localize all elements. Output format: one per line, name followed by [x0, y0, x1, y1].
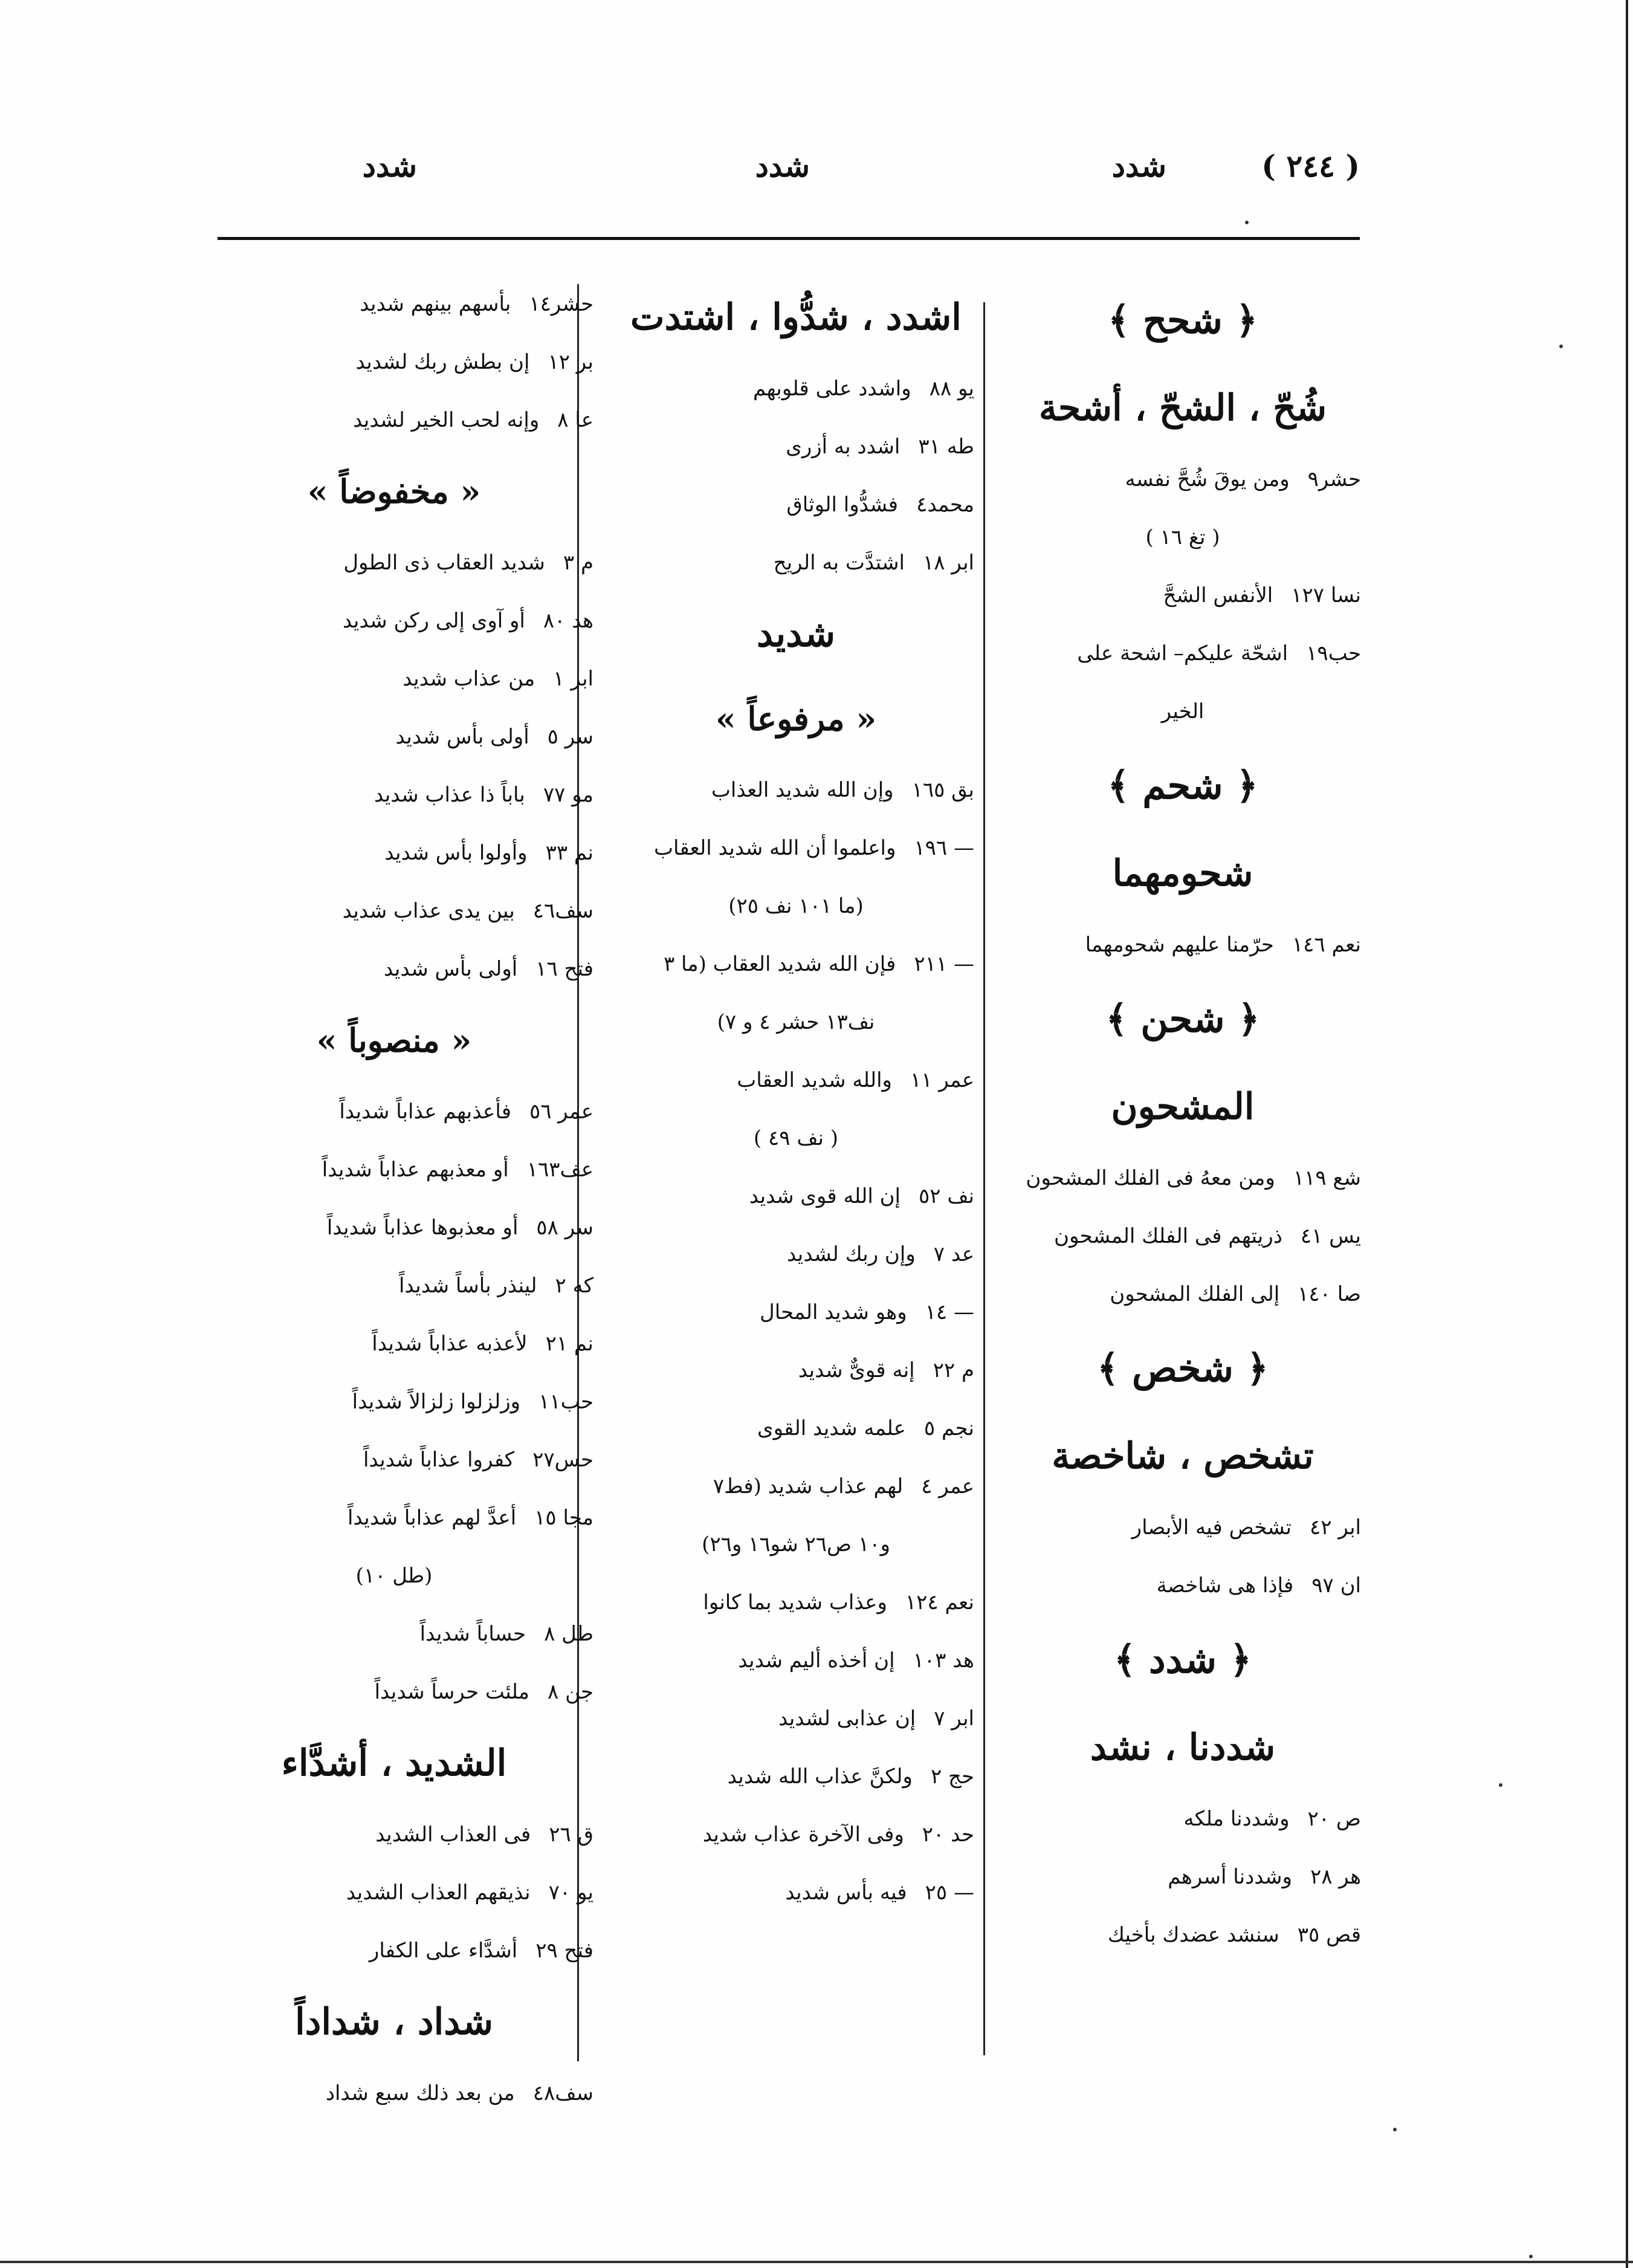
verse-reference: عف١٦٣ — [526, 1158, 593, 1182]
page-edge-right — [1626, 0, 1628, 2268]
verse-text: علمه شديد القوى — [757, 1416, 906, 1440]
verse-text: ملئت حرساً شديداً — [374, 1680, 530, 1704]
verse-text: أولى بأس شديد — [384, 957, 518, 981]
verse-reference: م ٣ — [563, 551, 593, 575]
verse-text: فإذا هى شاخصة — [1156, 1573, 1294, 1598]
verse-text: وعذاب شديد بما كانوا — [703, 1590, 887, 1615]
verse-text: سنشد عضدك بأخيك — [1107, 1923, 1279, 1947]
verse-reference: عد ٧ — [933, 1242, 974, 1266]
column-right — [1004, 275, 1361, 1964]
verse-text: باباً ذا عذاب شديد — [373, 783, 525, 807]
verse-reference: كه ٢ — [555, 1274, 593, 1298]
verse-text: واشدد على قلوبهم — [752, 377, 911, 401]
verse-text: بأسهم بينهم شديد — [360, 292, 511, 316]
index-entry — [195, 333, 593, 391]
word-heading: اشدد ، شدُّوا ، اشتدت — [630, 296, 962, 339]
verse-reference: عمر ٤ — [921, 1474, 974, 1498]
verse-reference: — ٢١١ — [914, 952, 974, 976]
verse-reference: بر ١٢ — [548, 350, 593, 374]
verse-text: لينذر بأساً شديداً — [398, 1274, 537, 1298]
index-entry — [618, 476, 974, 534]
verse-reference: فتح ٢٩ — [535, 1939, 593, 1963]
verse-reference: طه ٣١ — [918, 435, 974, 459]
verse-text: نذيقهم العذاب الشديد — [346, 1881, 531, 1905]
speck — [1245, 221, 1249, 224]
entry-continuation: الخير — [1161, 699, 1205, 724]
verse-reference: ابر ١٨ — [922, 551, 974, 575]
verse-text: وإن ربك لشديد — [786, 1242, 916, 1266]
verse-reference: هد ١٠٣ — [913, 1648, 974, 1673]
verse-reference: نعم ١٤٦ — [1292, 933, 1361, 957]
index-entry — [618, 761, 974, 819]
verse-text: وهو شديد المحال — [760, 1300, 907, 1324]
index-entry — [195, 275, 593, 333]
entry-continuation: (طل ١٠) — [355, 1564, 433, 1588]
index-entry — [1004, 1790, 1361, 1848]
index-entry — [618, 1051, 974, 1109]
index-entry — [195, 1257, 593, 1315]
index-entry — [1004, 1498, 1361, 1557]
verse-text: فأعذبهم عذاباً شديداً — [339, 1100, 511, 1124]
verse-text: حرّمنا عليهم شحومهما — [1085, 933, 1274, 957]
verse-reference: عمر ٥٦ — [529, 1100, 593, 1124]
running-head-middle: شدد — [755, 148, 810, 184]
verse-reference: ابر ٧ — [934, 1706, 974, 1731]
verse-reference: حد ٢٠ — [922, 1822, 974, 1847]
entry-continuation: و١٠ ص٢٦ شو١٦ و٢٦) — [702, 1532, 890, 1557]
index-entry — [195, 534, 593, 592]
verse-text: اشحّة عليكم– اشحة على — [1077, 641, 1289, 666]
case-subheading: « منصوباً » — [316, 1021, 472, 1060]
verse-reference: — ١٤ — [925, 1300, 974, 1324]
verse-text: وإنه لحب الخير لشديد — [352, 408, 540, 432]
index-entry — [195, 592, 593, 650]
word-heading: شديد — [757, 613, 835, 655]
verse-text: ومن يوقَ شُحَّ نفسه — [1125, 467, 1290, 491]
index-entry — [618, 1864, 974, 1922]
verse-text: اشتدَّت به الريح — [773, 551, 905, 575]
verse-reference: نعم ١٢٤ — [905, 1590, 974, 1615]
speck — [1499, 1783, 1502, 1787]
verse-reference: يو ٨٨ — [929, 377, 974, 401]
index-entry — [1004, 916, 1361, 974]
index-entry — [618, 534, 974, 592]
index-entry — [195, 708, 593, 766]
column-divider — [983, 302, 985, 2055]
verse-text: إلى الفلك المشحون — [1110, 1282, 1280, 1306]
page-header — [218, 148, 1360, 202]
index-entry — [195, 1431, 593, 1489]
verse-reference: ابر ١ — [553, 667, 593, 691]
index-entry — [1004, 566, 1361, 624]
verse-text: من بعد ذلك سبع شداد — [325, 2081, 515, 2105]
verse-reference: طل ٨ — [544, 1622, 593, 1646]
index-entry — [195, 1141, 593, 1199]
index-entry — [618, 360, 974, 418]
verse-reference: نجم ٥ — [923, 1416, 974, 1440]
column-left — [195, 275, 593, 2122]
verse-reference: سر ٥٨ — [536, 1216, 593, 1240]
running-head-right: شدد — [1111, 148, 1166, 184]
index-entry — [618, 819, 974, 877]
entry-continuation: (ما ١٠١ نف ٢٥) — [728, 894, 864, 918]
verse-reference: — ١٩٦ — [914, 836, 974, 860]
verse-text: لأعذبه عذاباً شديداً — [372, 1332, 528, 1356]
index-entry — [1004, 1149, 1361, 1207]
verse-text: إن عذابى لشديد — [778, 1706, 916, 1731]
index-entry — [618, 1806, 974, 1864]
entry-continuation: ( تغ ١٦ ) — [1145, 525, 1220, 549]
index-entry — [618, 1341, 974, 1399]
verse-reference: نسا ١٢٧ — [1291, 583, 1361, 608]
verse-reference: سر ٥ — [547, 725, 593, 749]
speck — [1559, 345, 1563, 348]
verse-text: من عذاب شديد — [403, 667, 535, 691]
index-entry — [195, 1373, 593, 1431]
verse-reference: ص ٢٠ — [1307, 1807, 1361, 1831]
index-entry — [1004, 1557, 1361, 1615]
index-entry — [195, 1315, 593, 1373]
page-edge-bottom — [0, 2261, 1633, 2263]
index-entry — [195, 650, 593, 708]
verse-reference: حشر٩ — [1307, 467, 1361, 491]
index-entry — [195, 1864, 593, 1922]
verse-text: أعدَّ لهم عذاباً شديداً — [347, 1506, 517, 1530]
verse-reference: بق ١٦٥ — [911, 778, 974, 802]
verse-text: واعلموا أن الله شديد العقاب — [653, 836, 896, 860]
index-entry — [618, 1283, 974, 1341]
root-heading: ﴿ شحم ﴾ — [1107, 763, 1258, 808]
verse-reference: هر ٢٨ — [1310, 1865, 1361, 1889]
verse-reference: حشر١٤ — [529, 292, 593, 316]
verse-reference: شع ١١٩ — [1293, 1166, 1361, 1190]
verse-reference: هد ٨٠ — [543, 609, 593, 633]
verse-text: ولكنَّ عذاب الله شديد — [727, 1764, 913, 1789]
verse-reference: مو ٧٧ — [543, 783, 593, 807]
verse-reference: ان ٩٧ — [1311, 1573, 1361, 1598]
verse-reference: يس ٤١ — [1300, 1224, 1361, 1248]
word-heading: شددنا ، نشد — [1090, 1726, 1276, 1769]
index-entry — [618, 935, 974, 993]
verse-text: ذريتهم فى الفلك المشحون — [1054, 1224, 1282, 1248]
header-rule — [218, 237, 1360, 240]
verse-text: تشخص فيه الأبصار — [1131, 1515, 1292, 1540]
verse-reference: فتح ١٦ — [535, 957, 593, 981]
verse-text: وزلزلوا زلزالاً شديداً — [352, 1390, 521, 1414]
column-middle — [618, 275, 974, 1922]
index-entry — [195, 1489, 593, 1547]
verse-reference: نم ٣٣ — [545, 841, 593, 865]
verse-text: أو معذبهم عذاباً شديداً — [322, 1158, 509, 1182]
verse-text: وشددنا أسرهم — [1168, 1865, 1292, 1889]
verse-reference: محمد٤ — [916, 493, 974, 517]
verse-reference: جن ٨ — [548, 1680, 593, 1704]
verse-text: إن أخذه أليم شديد — [738, 1648, 895, 1673]
verse-reference: حب١٩ — [1306, 641, 1361, 666]
index-entry — [195, 882, 593, 940]
index-entry — [618, 1225, 974, 1283]
root-heading: ﴿ شحن ﴾ — [1105, 997, 1260, 1041]
verse-reference: ابر ٤٢ — [1309, 1515, 1361, 1540]
index-entry — [1004, 1906, 1361, 1964]
index-entry — [195, 1199, 593, 1257]
index-entry — [195, 766, 593, 824]
index-entry — [618, 1457, 974, 1515]
verse-text: إن بطش ربك لشديد — [355, 350, 530, 374]
index-entry — [195, 1083, 593, 1141]
index-entry — [618, 1167, 974, 1225]
case-subheading: « مرفوعاً » — [715, 699, 877, 738]
verse-text: اشدد به أزرى — [786, 435, 901, 459]
index-entry — [1004, 1265, 1361, 1323]
verse-reference: يو ٧٠ — [548, 1881, 593, 1905]
verse-text: إنه قوىٌّ شديد — [798, 1358, 915, 1382]
verse-text: فإن الله شديد العقاب (ما ٣ — [663, 952, 896, 976]
verse-reference: مجا ١٥ — [534, 1506, 593, 1530]
word-heading: شُحّ ، الشحّ ، أشحة — [1038, 387, 1327, 429]
index-entry — [195, 1605, 593, 1663]
verse-reference: ق ٢٦ — [549, 1822, 593, 1847]
verse-reference: حج ٢ — [930, 1764, 974, 1789]
index-entry — [1004, 1848, 1361, 1906]
entry-continuation: ( نف ٤٩ ) — [753, 1126, 839, 1150]
word-heading: شداد ، شداداً — [294, 2001, 494, 2043]
verse-reference: حس٢٧ — [532, 1448, 593, 1472]
index-entry — [618, 1690, 974, 1748]
index-entry — [195, 824, 593, 882]
word-heading: الشديد ، أشدَّاء — [281, 1742, 507, 1784]
page-number: ( ٢٤٤ ) — [1261, 148, 1360, 184]
index-entry — [1004, 1207, 1361, 1265]
verse-reference: نف ٥٢ — [919, 1184, 974, 1208]
verse-text: أشدَّاء على الكفار — [369, 1939, 518, 1963]
word-heading: تشخص ، شاخصة — [1052, 1435, 1314, 1477]
word-heading: شحومهما — [1112, 852, 1253, 895]
root-heading: ﴿ شحح ﴾ — [1108, 298, 1258, 342]
verse-reference: م ٢٢ — [933, 1358, 974, 1382]
index-entry — [195, 1806, 593, 1864]
index-entry — [618, 1748, 974, 1806]
index-entry — [618, 1399, 974, 1457]
verse-text: أو آوى إلى ركن شديد — [343, 609, 525, 633]
verse-text: وأولوا بأس شديد — [384, 841, 528, 865]
index-entry — [618, 418, 974, 476]
verse-reference: سف٤٦ — [532, 899, 593, 923]
verse-reference: قص ٣٥ — [1297, 1923, 1361, 1947]
verse-text: فى العذاب الشديد — [375, 1822, 531, 1847]
root-heading: ﴿ شدد ﴾ — [1114, 1638, 1252, 1682]
index-entry — [195, 1922, 593, 1980]
verse-text: إن الله قوى شديد — [749, 1184, 901, 1208]
root-heading: ﴿ شخص ﴾ — [1097, 1346, 1269, 1390]
speck — [1529, 2255, 1533, 2258]
verse-reference: حب١١ — [538, 1390, 593, 1414]
verse-text: ومن معهُ فى الفلك المشحون — [1026, 1166, 1275, 1190]
verse-text: شديد العقاب ذى الطول — [343, 551, 545, 575]
case-subheading: « مخفوضاً » — [307, 472, 481, 511]
verse-text: فشدُّوا الوثاق — [786, 493, 899, 517]
index-entry — [195, 940, 593, 998]
verse-text: أولى بأس شديد — [395, 725, 529, 749]
speck — [1393, 2128, 1397, 2131]
verse-text: كفروا عذاباً شديداً — [363, 1448, 515, 1472]
verse-text: وفى الآخرة عذاب شديد — [702, 1822, 904, 1847]
verse-reference: نم ٢١ — [545, 1332, 593, 1356]
entry-continuation: نف١٣ حشر ٤ و ٧) — [717, 1010, 875, 1034]
verse-reference: عمر ١١ — [910, 1068, 974, 1092]
index-entry — [195, 1663, 593, 1721]
index-entry — [1004, 450, 1361, 508]
verse-text: أو معذبوها عذاباً شديداً — [326, 1216, 519, 1240]
verse-text: الأنفس الشحَّ — [1163, 583, 1273, 608]
verse-reference: سف٤٨ — [532, 2081, 593, 2105]
verse-reference: — ٢٥ — [925, 1881, 974, 1905]
index-entry — [1004, 624, 1361, 682]
running-head-left: شدد — [362, 148, 417, 184]
index-entry — [618, 1573, 974, 1631]
index-entry — [195, 2064, 593, 2122]
verse-text: بين يدى عذاب شديد — [342, 899, 515, 923]
word-heading: المشحون — [1111, 1086, 1255, 1128]
index-entry — [618, 1631, 974, 1690]
verse-text: حساباً شديداً — [419, 1622, 526, 1646]
verse-text: والله شديد العقاب — [737, 1068, 892, 1092]
verse-text: وشددنا ملكه — [1183, 1807, 1290, 1831]
index-entry — [195, 391, 593, 449]
verse-reference: صا ١٤٠ — [1298, 1282, 1361, 1306]
verse-text: فيه بأس شديد — [785, 1881, 907, 1905]
verse-reference: عا ٨ — [557, 408, 593, 432]
verse-text: وإن الله شديد العذاب — [711, 778, 894, 802]
verse-text: لهم عذاب شديد (فط٧ — [713, 1474, 904, 1498]
